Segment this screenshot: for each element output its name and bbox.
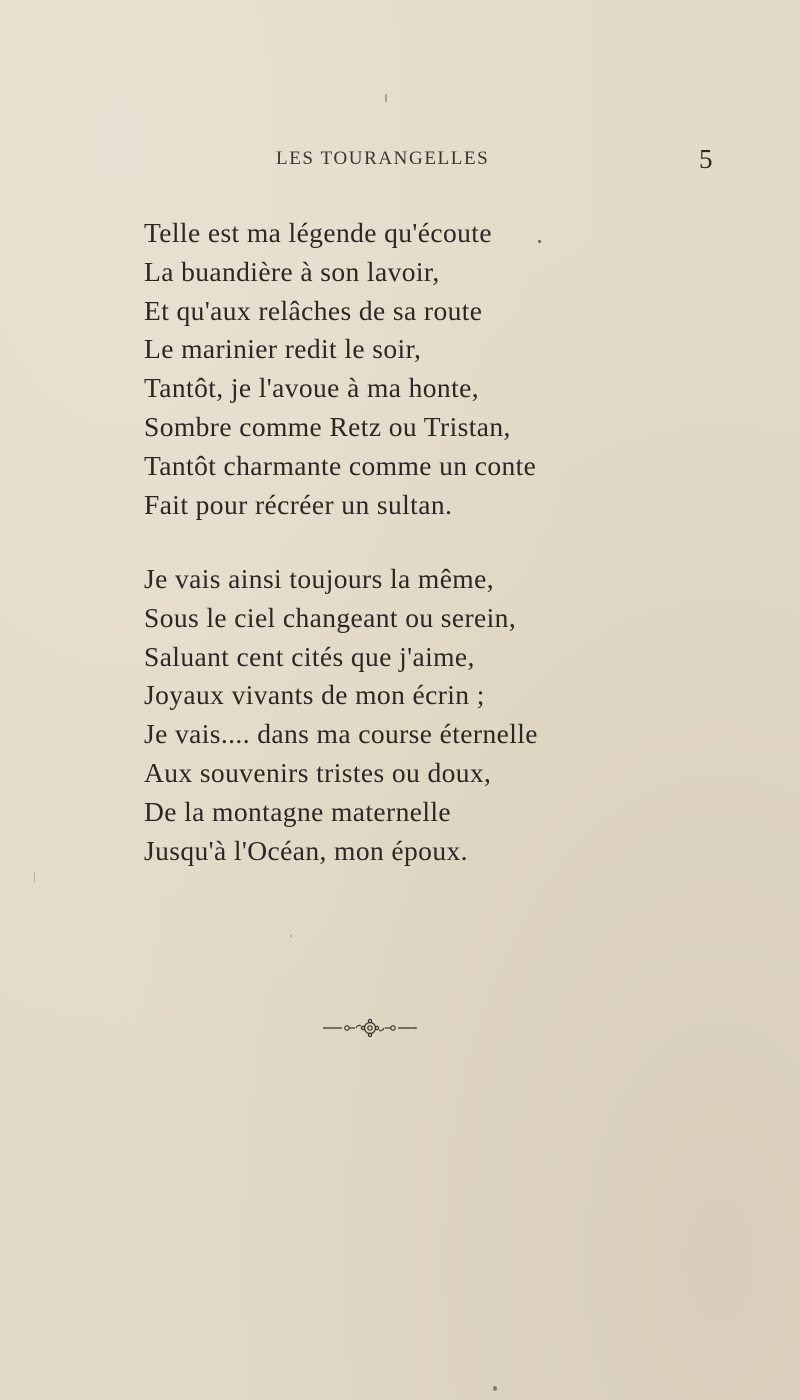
- verse-line: Je vais ainsi toujours la même,: [144, 563, 494, 594]
- stanza-1: [144, 214, 604, 524]
- paper-speck: [385, 94, 387, 102]
- paper-speck: [538, 240, 541, 243]
- verse-line: Telle est ma légende qu'écoute: [144, 217, 492, 248]
- verse-line: Sombre comme Retz ou Tristan,: [144, 410, 511, 442]
- verse-line: Le marinier redit le soir,: [144, 333, 422, 365]
- page-number: 5: [699, 144, 713, 174]
- tail-piece-ornament-icon: [320, 1016, 420, 1040]
- verse-line: Aux souvenirs tristes ou doux,: [144, 756, 492, 788]
- verse-line: Sous le ciel changeant ou serein,: [144, 601, 517, 633]
- verse-line: Jusqu'à l'Océan, mon époux.: [144, 834, 468, 866]
- stanza-2: [144, 560, 604, 870]
- verse-line: Saluant cent cités que j'aime,: [144, 640, 475, 672]
- verse-line: Fait pour récréer un sultan.: [144, 488, 453, 520]
- verse-line: Joyaux vivants de mon écrin ;: [144, 679, 485, 711]
- running-title: LES TOURANGELLES: [276, 148, 490, 169]
- running-head: [0, 144, 800, 178]
- verse-line: La buandière à son lavoir,: [144, 255, 440, 287]
- paper-speck: [34, 872, 35, 882]
- verse-line: Et qu'aux relâches de sa route: [144, 294, 483, 326]
- verse-line: Tantôt, je l'avoue à ma honte,: [144, 372, 479, 404]
- paper-speck: [290, 935, 292, 937]
- paper-speck: [493, 1386, 497, 1391]
- verse-line: Tantôt charmante comme un conte: [144, 449, 537, 481]
- verse-line: De la montagne maternelle: [144, 795, 452, 827]
- verse-line: Je vais.... dans ma course éternelle: [144, 718, 538, 750]
